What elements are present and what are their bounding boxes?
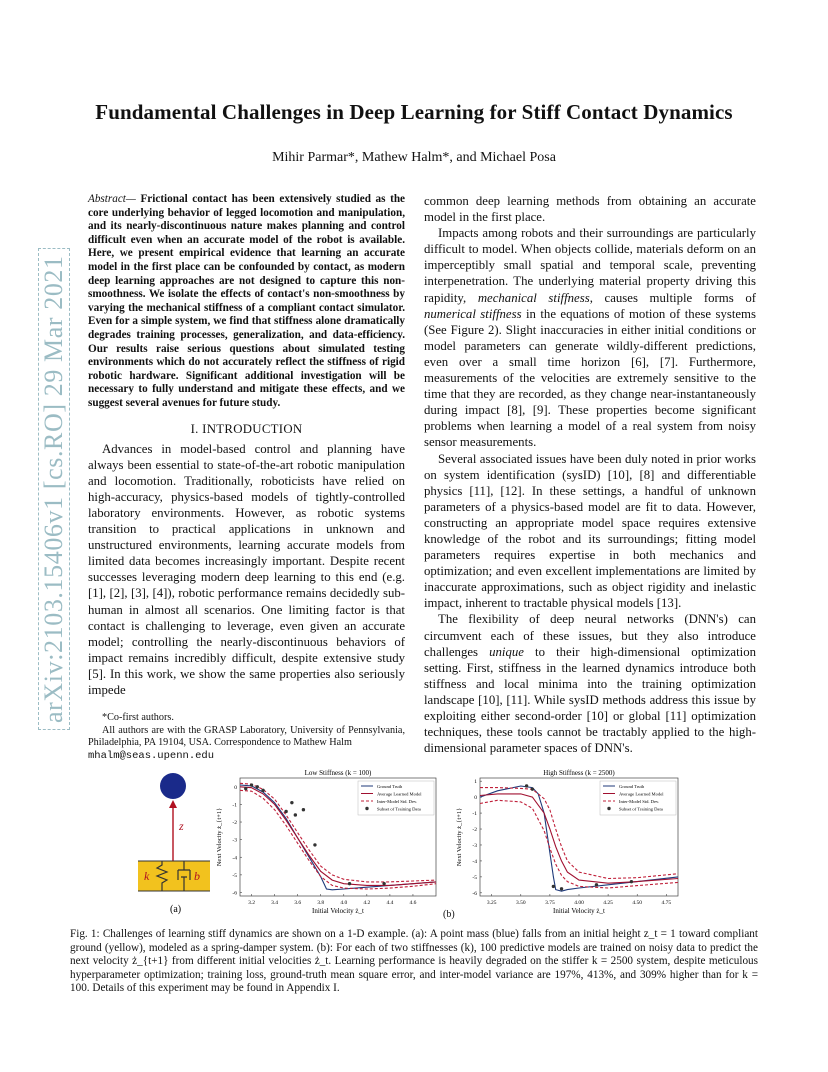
legend-label: Subset of Training Data: [377, 806, 421, 812]
training-point: [284, 810, 287, 813]
b-label: b: [194, 869, 200, 883]
chart-title: Low Stiffness (k = 100): [304, 769, 372, 777]
right-paragraph-1: [424, 225, 756, 450]
right-paragraph-3: [424, 611, 756, 756]
x-tick-label: 4.0: [340, 900, 348, 906]
x-tick-label: 4.4: [386, 900, 394, 906]
z-arrow-head: [169, 800, 177, 808]
y-tick-label: -3: [472, 842, 477, 849]
x-tick-label: 3.75: [545, 900, 555, 906]
figure-b-label: (b): [443, 909, 455, 920]
training-point: [630, 880, 633, 883]
abstract-lead: Abstract—: [88, 193, 136, 205]
footnote-affiliation: All authors are with the GRASP Laboratory, University of Pennsylvania, Philadelphia, PA 19104, USA. Correspondence to Mathew Halm: [88, 724, 405, 749]
legend-label: Average Learned Model: [619, 791, 664, 797]
training-point: [525, 784, 528, 787]
x-tick-label: 3.4: [271, 900, 279, 906]
training-point: [313, 843, 316, 846]
y-tick-label: -3: [232, 837, 237, 844]
y-tick-label: -5: [472, 874, 477, 881]
p1-mechanical-stiffness: mechanical stiffness: [477, 290, 590, 305]
y-tick-label: -2: [472, 827, 477, 834]
training-point: [294, 813, 297, 816]
x-tick-label: 3.50: [515, 900, 526, 906]
y-tick-label: -1: [232, 802, 237, 809]
p1-e: in the equations of motion of these systems (See Figure 2). Slight inaccuracies in either initial conditions or model parameters can generate wildly-different predictions, even over a small time horizon [6], [7]. Furthermore, measurements of the velocities are extremely sensitive to the time that they are recorded, as they change near-instantaneously during impact [8], [9]. These properties become significant problems when learning a model of a real system from noisy sensor measurements.: [424, 306, 756, 450]
right-paragraph-2: Several associated issues have been duly noted in prior works on system identification (sysID) [10], [8] and differentiable physics [11], [12]. In these settings, a handful of unknown parameters of a physics-based model are fit to data. However, constructing an appropriate model space requires extensive knowledge of the robot and its surroundings; fitting model parameters requires expertise in both mechanics and optimization; and even excellent implementations are limited by inaccurate approximations, such as object rigidity and inelastic impact, inherent to tractable physical models [13].: [424, 451, 756, 611]
training-point: [552, 885, 555, 888]
training-point: [560, 887, 563, 890]
x-tick-label: 4.50: [632, 900, 643, 906]
y-tick-label: -4: [232, 855, 237, 862]
legend-label: Subset of Training Data: [619, 806, 663, 812]
y-tick-label: -4: [472, 858, 477, 865]
legend-label: Average Learned Model: [377, 791, 422, 797]
y-tick-label: -6: [232, 890, 237, 897]
x-tick-label: 3.8: [317, 900, 325, 906]
training-point: [302, 808, 305, 811]
y-tick-label: -6: [472, 890, 477, 897]
training-point: [261, 789, 264, 792]
x-tick-label: 4.6: [409, 900, 417, 906]
section-heading-introduction: I. INTRODUCTION: [190, 421, 303, 436]
abstract-text: Frictional contact has been extensively studied as the core underlying behavior of legged locomotion and manipulation, and its nearly-discontinuous nature makes planning and control difficult even when an accurate model of the robot is available. Here, we present empirical evidence that learning an accurate model in the first place can be confounded by contact, as modern deep learning approaches are not designed to capture this non-smoothness. We isolate the effects of contact's non-smoothness by varying the mechanical stiffness of a compliant contact simulator. Even for a simple system, we find that stiffness alone dramatically degrades training processes, generalization, and data-efficiency. Our results raise serious questions about simulated testing environments which do not accurately reflect the stiffness of rigid robotic hardware. Significant additional investigation will be necessary to fully understand and mitigate these effects, and we suggest several avenues for future study.: [88, 193, 406, 409]
training-point: [250, 783, 253, 786]
y-axis-label: Next Velocity ż_{t+1}: [456, 807, 463, 867]
chart-high-stiffness: [452, 766, 684, 918]
paper-authors: Mihir Parmar*, Mathew Halm*, and Michael Posa: [272, 150, 556, 165]
x-tick-label: 3.6: [294, 900, 302, 906]
left-column: [88, 193, 405, 762]
x-tick-label: 3.2: [248, 900, 255, 906]
abstract: [88, 193, 405, 411]
training-point: [256, 785, 259, 788]
y-axis-label: Next Velocity ż_{t+1}: [216, 807, 223, 867]
figure-a-label: (a): [170, 904, 182, 915]
point-mass-circle: [160, 773, 186, 799]
p3-c: to their high-dimensional optimization setting. First, stiffness in the learned dynamics introduce both stiffness and local minima into the training optimization landscape [10], [11]. While sysID methods address this issue by exploiting either second-order [10] or global [11] optimization techniques, these tools cannot be tractably applied to the high-dimensional parameter spaces of DNN's.: [424, 644, 756, 756]
footnote: [88, 712, 405, 762]
x-tick-label: 4.2: [363, 900, 371, 906]
p1-numerical-stiffness: numerical stiffness: [424, 306, 522, 321]
legend-label: Inter-Model Std. Dev.: [619, 799, 660, 804]
legend-label: Ground Truth: [619, 784, 645, 789]
training-point: [531, 787, 534, 790]
chart-title: High Stiffness (k = 2500): [543, 769, 615, 777]
x-tick-label: 4.75: [661, 900, 672, 906]
footnote-email[interactable]: mhalm@seas.upenn.edu: [88, 749, 215, 762]
legend-label: Ground Truth: [377, 784, 403, 789]
training-point: [382, 882, 385, 885]
x-tick-label: 4.25: [603, 900, 613, 906]
right-paragraph-0: common deep learning methods from obtaining an accurate model in the first place.: [424, 194, 756, 225]
x-tick-label: 4.00: [574, 900, 584, 906]
z-label: z: [179, 819, 184, 833]
legend-marker-dot: [607, 807, 610, 810]
arxiv-stamp[interactable]: arXiv:2103.15406v1 [cs.RO] 29 Mar 2021: [38, 248, 70, 730]
legend-label: Inter-Model Std. Dev.: [377, 799, 418, 804]
p3-a: The flexibility of deep neural networks (DNN's) can circumvent each of these issues, but they also introduce challenges: [424, 612, 756, 659]
y-tick-label: 1: [474, 779, 477, 786]
p1-c: , causes multiple forms of: [589, 290, 756, 305]
x-axis-label: Initial Velocity ż_t: [312, 907, 364, 915]
figure-caption: Fig. 1: Challenges of learning stiff dynamics are shown on a 1-D example. (a): A point mass (blue) falls from an initial height z_t = 1 toward compliant ground (yellow), modeled as a spring-damper system. (b): For each of two stiffnesses (k), 100 predictive models are trained on noisy data to predict the next velocity ż_{t+1} from different initial velocities ż_t. Learning performance is heavily degraded on the stiffer k = 2500 system, despite meticulous hyperparameter optimization; training loss, ground-truth mean square error, and inter-model variance are 197%, 413%, and 309% higher than for k = 100. Details of this experiment may be found in Appendix I.: [70, 928, 758, 995]
y-tick-label: -1: [472, 811, 477, 818]
training-point: [244, 787, 247, 790]
y-tick-label: -2: [232, 820, 237, 827]
footnote-cofirst: *Co-first authors.: [102, 712, 174, 724]
figure-1a-diagram: [138, 768, 218, 918]
k-label: k: [144, 869, 150, 883]
y-tick-label: 0: [474, 795, 477, 802]
p3-unique: unique: [489, 644, 524, 659]
chart-low-stiffness: [212, 766, 442, 918]
right-column: [424, 193, 756, 756]
x-axis-label: Initial Velocity ż_t: [553, 907, 605, 915]
y-tick-label: 0: [234, 784, 237, 791]
training-point: [348, 882, 351, 885]
x-tick-label: 3.25: [486, 900, 497, 906]
p1-a: Impacts among robots and their surroundings are particularly difficult to model. When objects collide, materials deform on an imperceptibly small spatial and temporal scale, preventing interpenetration. The underlying material property driving this rapidity,: [424, 226, 756, 305]
training-point: [595, 883, 598, 886]
training-point: [290, 801, 293, 804]
intro-paragraph-1: Advances in model-based control and planning have always been essential to state-of-the-art robotic manipulation and locomotion. Traditionally, roboticists have relied on high-accuracy, physics-based models of tightly-controlled laboratory environments. However, as robotic systems transition to practical applications in unknown and unstructured environments, learning accurate models from limited data becomes increasingly important. Despite recent successes leveraging modern deep learning to this end (e.g. [1], [2], [3], [4]), robotic performance remains decidedly sub-human in almost all scenarios. One limiting factor is that contact is challenging to leverage, even given an accurate model; controlling the nearly-discontinuous behaviors of impact remains incredibly difficult, despite extensive study [5]. In this work, we show the same properties also seriously impede: [88, 441, 405, 697]
y-tick-label: -5: [232, 872, 237, 879]
legend-marker-dot: [365, 807, 368, 810]
paper-title: Fundamental Challenges in Deep Learning for Stiff Contact Dynamics: [95, 100, 733, 124]
